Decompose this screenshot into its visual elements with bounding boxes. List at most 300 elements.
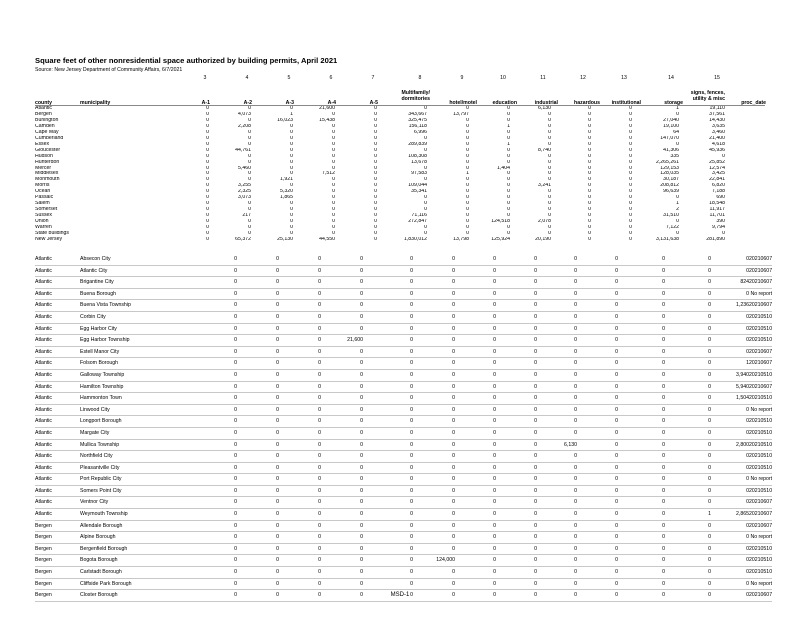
proc-date-cell: 20210607 xyxy=(749,590,772,602)
value-cell: 0 xyxy=(577,485,618,497)
value-cell: 0 xyxy=(332,225,336,231)
value-cell: 0 xyxy=(195,427,237,439)
value-cell: 0 xyxy=(537,578,577,590)
value-cell: 0 xyxy=(618,381,665,393)
value-cell: 0 xyxy=(537,590,577,602)
value-cell: 0 xyxy=(374,123,378,129)
value-cell: 0 xyxy=(195,288,237,300)
value-cell: 0 xyxy=(496,300,537,312)
value-cell: 18,548 xyxy=(709,201,726,207)
value-cell: 0 xyxy=(537,346,577,358)
value-cell: 0 xyxy=(321,393,363,405)
value-cell: 0 xyxy=(332,129,336,135)
value-cell: 0 xyxy=(455,462,496,474)
table-row xyxy=(35,485,772,497)
value-cell: 0 xyxy=(321,439,363,451)
value-cell: 108,308 xyxy=(408,153,428,159)
county-cell: Atlantic xyxy=(35,451,80,463)
value-cell: 0 xyxy=(588,171,592,177)
value-cell: 0 xyxy=(413,439,455,451)
value-cell: 22,841 xyxy=(709,177,726,183)
value-cell: 1,504 xyxy=(711,393,749,405)
value-cell: 0 xyxy=(548,159,552,165)
county-cell: Atlantic xyxy=(35,474,80,486)
value-cell: 0 xyxy=(363,555,413,567)
value-cell: 0 xyxy=(195,555,237,567)
table-row xyxy=(35,462,772,474)
value-cell: 0 xyxy=(577,381,618,393)
value-cell: 0 xyxy=(321,265,363,277)
value-cell: 0 xyxy=(290,129,294,135)
value-cell: 0 xyxy=(455,578,496,590)
proc-date-cell: 20210510 xyxy=(749,416,772,428)
proc-date-cell: 20210510 xyxy=(749,543,772,555)
value-cell: 96,639 xyxy=(663,189,680,195)
value-cell: 0 xyxy=(618,590,665,602)
municipality-cell: Brigantine City xyxy=(80,277,195,289)
value-cell: 0 xyxy=(290,201,294,207)
municipality-cell: Cliffside Park Borough xyxy=(80,578,195,590)
value-cell: 3,073 xyxy=(238,195,252,201)
county-name-cell: State buildings xyxy=(35,231,70,237)
value-cell: 0 xyxy=(424,165,428,171)
value-cell: 0 xyxy=(618,543,665,555)
value-cell: 0 xyxy=(248,207,252,213)
value-cell: 0 xyxy=(363,369,413,381)
county-name-cell: Mercer xyxy=(35,165,52,171)
page-footer: MSD-1 xyxy=(390,592,410,598)
value-cell: 0 xyxy=(413,485,455,497)
value-cell: 690 xyxy=(716,195,726,201)
value-cell: 0 xyxy=(496,509,537,521)
column-number: 8 xyxy=(418,75,422,81)
value-cell: 31,510 xyxy=(663,213,680,219)
value-cell: 0 xyxy=(413,323,455,335)
value-cell: 0 xyxy=(332,183,336,189)
proc-date-cell: 20210510 xyxy=(749,485,772,497)
value-cell: 0 xyxy=(374,147,378,153)
value-cell: 0 xyxy=(206,129,210,135)
table-row xyxy=(35,288,772,300)
value-cell: 0 xyxy=(237,346,279,358)
value-cell: 0 xyxy=(279,311,321,323)
value-cell: 0 xyxy=(496,288,537,300)
value-cell: 0 xyxy=(374,117,378,123)
value-cell: 0 xyxy=(618,416,665,428)
value-cell: 0 xyxy=(248,231,252,237)
value-cell: 0 xyxy=(279,288,321,300)
value-cell: 0 xyxy=(676,111,680,117)
value-cell: 0 xyxy=(466,225,470,231)
value-cell: 0 xyxy=(206,195,210,201)
value-cell: 0 xyxy=(588,147,592,153)
value-cell: 0 xyxy=(577,323,618,335)
value-cell: 0 xyxy=(507,117,511,123)
value-cell: 0 xyxy=(321,311,363,323)
value-cell: 0 xyxy=(237,578,279,590)
value-cell: 0 xyxy=(195,543,237,555)
value-cell: 0 xyxy=(665,265,711,277)
value-cell: 0 xyxy=(248,129,252,135)
value-cell: 0 xyxy=(321,509,363,521)
value-cell: 0 xyxy=(466,195,470,201)
value-cell: 0 xyxy=(577,474,618,486)
value-cell: 0 xyxy=(237,427,279,439)
county-name-cell: Ocean xyxy=(35,189,51,195)
value-cell: 0 xyxy=(577,509,618,521)
value-cell: 0 xyxy=(237,416,279,428)
header-signs-line1: signs, fences, xyxy=(690,90,725,96)
proc-date-cell: 20210510 xyxy=(749,567,772,579)
value-cell: 0 xyxy=(237,567,279,579)
value-cell: 0 xyxy=(374,189,378,195)
value-cell: 0 xyxy=(507,135,511,141)
value-cell: 0 xyxy=(455,277,496,289)
value-cell: 0 xyxy=(237,358,279,370)
value-cell: 0 xyxy=(206,219,210,225)
value-cell: 0 xyxy=(237,543,279,555)
value-cell: 0 xyxy=(466,117,470,123)
value-cell: 0 xyxy=(466,189,470,195)
value-cell: 0 xyxy=(206,111,210,117)
municipality-cell: Longport Borough xyxy=(80,416,195,428)
value-cell: 0 xyxy=(496,381,537,393)
county-cell: Bergen xyxy=(35,567,80,579)
value-cell: 0 xyxy=(496,520,537,532)
value-cell: 0 xyxy=(711,590,749,602)
value-cell: 0 xyxy=(321,567,363,579)
value-cell: 0 xyxy=(577,543,618,555)
value-cell: 0 xyxy=(363,335,413,347)
value-cell: 0 xyxy=(321,427,363,439)
table-row xyxy=(35,451,772,463)
value-cell: 0 xyxy=(711,485,749,497)
value-cell: 0 xyxy=(455,555,496,567)
value-cell: 0 xyxy=(206,141,210,147)
value-cell: 0 xyxy=(577,288,618,300)
value-cell: 0 xyxy=(455,346,496,358)
value-cell: 0 xyxy=(507,129,511,135)
value-cell: 0 xyxy=(711,567,749,579)
column-number: 4 xyxy=(245,75,249,81)
value-cell: 0 xyxy=(507,183,511,189)
value-cell: 11,701 xyxy=(709,213,726,219)
county-cell: Atlantic xyxy=(35,381,80,393)
value-cell: 0 xyxy=(332,177,336,183)
value-cell: 0 xyxy=(195,254,237,265)
header-hotel: hotel/motel xyxy=(449,100,477,106)
value-cell: 325,475 xyxy=(408,117,428,123)
value-cell: 0 xyxy=(248,117,252,123)
value-cell: 0 xyxy=(577,358,618,370)
column-numbers xyxy=(35,75,765,83)
county-cell: Bergen xyxy=(35,578,80,590)
value-cell: 0 xyxy=(195,358,237,370)
value-cell: 0 xyxy=(588,189,592,195)
value-cell: 0 xyxy=(711,555,749,567)
value-cell: 0 xyxy=(507,231,511,237)
value-cell: 0 xyxy=(665,543,711,555)
value-cell: 0 xyxy=(629,117,633,123)
municipality-cell: Closter Borough xyxy=(80,590,195,602)
value-cell: 0 xyxy=(363,509,413,521)
value-cell: 0 xyxy=(321,485,363,497)
table-row xyxy=(35,369,772,381)
value-cell: 0 xyxy=(588,111,592,117)
county-cell: Atlantic xyxy=(35,427,80,439)
value-cell: 0 xyxy=(279,323,321,335)
table-row xyxy=(35,427,772,439)
value-cell: 0 xyxy=(374,225,378,231)
value-cell: 0 xyxy=(618,254,665,265)
value-cell: 0 xyxy=(195,277,237,289)
value-cell: 0 xyxy=(466,207,470,213)
proc-date-cell: 20210607 xyxy=(749,254,772,265)
proc-date-cell: No report xyxy=(749,404,772,416)
value-cell: 6,996 xyxy=(414,129,428,135)
header-storage: storage xyxy=(664,100,683,106)
value-cell: 0 xyxy=(332,159,336,165)
proc-date-cell: 20210510 xyxy=(749,335,772,347)
value-cell: 0 xyxy=(577,265,618,277)
municipality-cell: Margate City xyxy=(80,427,195,439)
value-cell: 0 xyxy=(374,129,378,135)
value-cell: 0 xyxy=(413,369,455,381)
value-cell: 0 xyxy=(413,311,455,323)
value-cell: 0 xyxy=(195,311,237,323)
value-cell: 0 xyxy=(195,346,237,358)
value-cell: 37,561 xyxy=(709,111,726,117)
value-cell: 3,425 xyxy=(712,171,726,177)
value-cell: 1,236 xyxy=(711,300,749,312)
county-cell: Atlantic xyxy=(35,277,80,289)
table-row xyxy=(35,474,772,486)
proc-date-cell: No report xyxy=(749,288,772,300)
value-cell: 0 xyxy=(537,288,577,300)
value-cell: 0 xyxy=(195,462,237,474)
county-name-cell: New Jersey xyxy=(35,236,63,242)
value-cell: 343,667 xyxy=(408,111,428,117)
value-cell: 0 xyxy=(618,311,665,323)
value-cell: 0 xyxy=(424,147,428,153)
value-cell: 0 xyxy=(629,147,633,153)
value-cell: 0 xyxy=(496,462,537,474)
value-cell: 0 xyxy=(577,254,618,265)
value-cell: 0 xyxy=(665,311,711,323)
value-cell: 1,404 xyxy=(497,165,511,171)
header-a1: A-1 xyxy=(201,100,210,106)
value-cell: 0 xyxy=(424,231,428,237)
value-cell: 0 xyxy=(455,497,496,509)
value-cell: 0 xyxy=(279,451,321,463)
value-cell: 0 xyxy=(248,201,252,207)
value-cell: 0 xyxy=(455,543,496,555)
value-cell: 0 xyxy=(413,381,455,393)
value-cell: 44,761 xyxy=(235,147,252,153)
municipality-cell: Bogota Borough xyxy=(80,555,195,567)
value-cell: 0 xyxy=(676,219,680,225)
value-cell: 0 xyxy=(279,462,321,474)
value-cell: 0 xyxy=(374,135,378,141)
county-cell: Atlantic xyxy=(35,358,80,370)
value-cell: 7,188 xyxy=(712,189,726,195)
value-cell: 0 xyxy=(237,300,279,312)
value-cell: 0 xyxy=(195,590,237,602)
value-cell: 0 xyxy=(577,393,618,405)
value-cell: 335 xyxy=(670,153,680,159)
value-cell: 0 xyxy=(332,111,336,117)
value-cell: 0 xyxy=(332,219,336,225)
value-cell: 0 xyxy=(321,323,363,335)
value-cell: 0 xyxy=(413,346,455,358)
value-cell: 0 xyxy=(537,323,577,335)
value-cell: 0 xyxy=(548,195,552,201)
county-cell: Bergen xyxy=(35,543,80,555)
value-cell: 0 xyxy=(455,288,496,300)
value-cell: 0 xyxy=(455,474,496,486)
header-multifamily-line2: dormitories xyxy=(401,96,430,102)
value-cell: 0 xyxy=(537,393,577,405)
value-cell: 0 xyxy=(279,427,321,439)
value-cell: 13,797 xyxy=(453,111,470,117)
value-cell: 0 xyxy=(374,201,378,207)
value-cell: 0 xyxy=(237,393,279,405)
value-cell: 0 xyxy=(363,497,413,509)
value-cell: 0 xyxy=(629,231,633,237)
county-name-cell: Middlesex xyxy=(35,171,59,177)
value-cell: 0 xyxy=(413,462,455,474)
value-cell: 0 xyxy=(496,393,537,405)
value-cell: 0 xyxy=(466,153,470,159)
value-cell: 147,070 xyxy=(660,135,680,141)
value-cell: 0 xyxy=(665,590,711,602)
value-cell: 0 xyxy=(588,141,592,147)
value-cell: 0 xyxy=(424,106,428,111)
value-cell: 0 xyxy=(413,358,455,370)
value-cell: 0 xyxy=(195,265,237,277)
value-cell: 0 xyxy=(374,236,378,242)
value-cell: 0 xyxy=(577,462,618,474)
value-cell: 0 xyxy=(548,135,552,141)
value-cell: 0 xyxy=(629,195,633,201)
value-cell: 0 xyxy=(321,254,363,265)
value-cell: 0 xyxy=(206,147,210,153)
value-cell: 0 xyxy=(413,416,455,428)
value-cell: 0 xyxy=(455,323,496,335)
value-cell: 0 xyxy=(363,277,413,289)
value-cell: 0 xyxy=(363,427,413,439)
value-cell: 0 xyxy=(665,485,711,497)
value-cell: 0 xyxy=(507,189,511,195)
value-cell: 0 xyxy=(321,288,363,300)
municipality-cell: Galloway Township xyxy=(80,369,195,381)
value-cell: 0 xyxy=(332,213,336,219)
proc-date-cell: 20210510 xyxy=(749,369,772,381)
value-cell: 124,000 xyxy=(413,555,455,567)
proc-date-cell: 20210607 xyxy=(749,509,772,521)
proc-date-cell: 20210607 xyxy=(749,300,772,312)
value-cell: 0 xyxy=(548,141,552,147)
value-cell: 0 xyxy=(548,189,552,195)
value-cell: 0 xyxy=(711,288,749,300)
value-cell: 0 xyxy=(588,231,592,237)
value-cell: 0 xyxy=(413,532,455,544)
municipality-cell: Corbin City xyxy=(80,311,195,323)
value-cell: 0 xyxy=(496,451,537,463)
value-cell: 0 xyxy=(195,323,237,335)
value-cell: 0 xyxy=(711,474,749,486)
proc-date-cell: 20210510 xyxy=(749,323,772,335)
value-cell: 0 xyxy=(577,439,618,451)
value-cell: 71,116 xyxy=(411,213,428,219)
value-cell: 0 xyxy=(290,213,294,219)
table-header xyxy=(35,88,765,106)
value-cell: 0 xyxy=(279,416,321,428)
value-cell: 65,372 xyxy=(235,236,252,242)
value-cell: 0 xyxy=(237,509,279,521)
value-cell: 0 xyxy=(363,416,413,428)
value-cell: 1,865 xyxy=(280,195,294,201)
value-cell: 2,325 xyxy=(238,189,252,195)
value-cell: 0 xyxy=(618,567,665,579)
value-cell: 0 xyxy=(496,427,537,439)
value-cell: 0 xyxy=(363,323,413,335)
value-cell: 0 xyxy=(629,106,633,111)
value-cell: 0 xyxy=(496,543,537,555)
value-cell: 0 xyxy=(374,177,378,183)
municipality-cell: Folsom Borough xyxy=(80,358,195,370)
header-signs-line2: utility & misc xyxy=(692,96,725,102)
value-cell: 0 xyxy=(507,106,511,111)
value-cell: 0 xyxy=(279,497,321,509)
value-cell: 0 xyxy=(577,277,618,289)
value-cell: 1 xyxy=(711,358,749,370)
value-cell: 1 xyxy=(466,171,470,177)
value-cell: 7,122 xyxy=(666,225,680,231)
value-cell: 0 xyxy=(237,497,279,509)
county-name-cell: Cape May xyxy=(35,129,59,135)
value-cell: 0 xyxy=(548,165,552,171)
table-row xyxy=(35,532,772,544)
value-cell: 0 xyxy=(237,404,279,416)
value-cell: 0 xyxy=(321,462,363,474)
value-cell: 0 xyxy=(537,311,577,323)
header-hazardous: hazardous xyxy=(574,100,600,106)
value-cell: 1 xyxy=(290,111,294,117)
table-row xyxy=(35,335,772,347)
value-cell: 0 xyxy=(206,236,210,242)
county-cell: Atlantic xyxy=(35,439,80,451)
value-cell: 0 xyxy=(195,485,237,497)
value-cell: 0 xyxy=(618,265,665,277)
value-cell: 0 xyxy=(629,183,633,189)
value-cell: 0 xyxy=(466,129,470,135)
value-cell: 0 xyxy=(195,532,237,544)
table-row xyxy=(35,277,772,289)
county-cell: Atlantic xyxy=(35,497,80,509)
municipality-cell: Linwood City xyxy=(80,404,195,416)
value-cell: 0 xyxy=(537,300,577,312)
value-cell: 19,100 xyxy=(663,123,680,129)
value-cell: 35,341 xyxy=(411,189,428,195)
value-cell: 0 xyxy=(629,165,633,171)
value-cell: 0 xyxy=(279,265,321,277)
municipality-cell: Buena Vista Township xyxy=(80,300,195,312)
value-cell: 0 xyxy=(507,171,511,177)
county-name-cell: Bergen xyxy=(35,111,52,117)
value-cell: 0 xyxy=(496,474,537,486)
value-cell: 0 xyxy=(455,451,496,463)
